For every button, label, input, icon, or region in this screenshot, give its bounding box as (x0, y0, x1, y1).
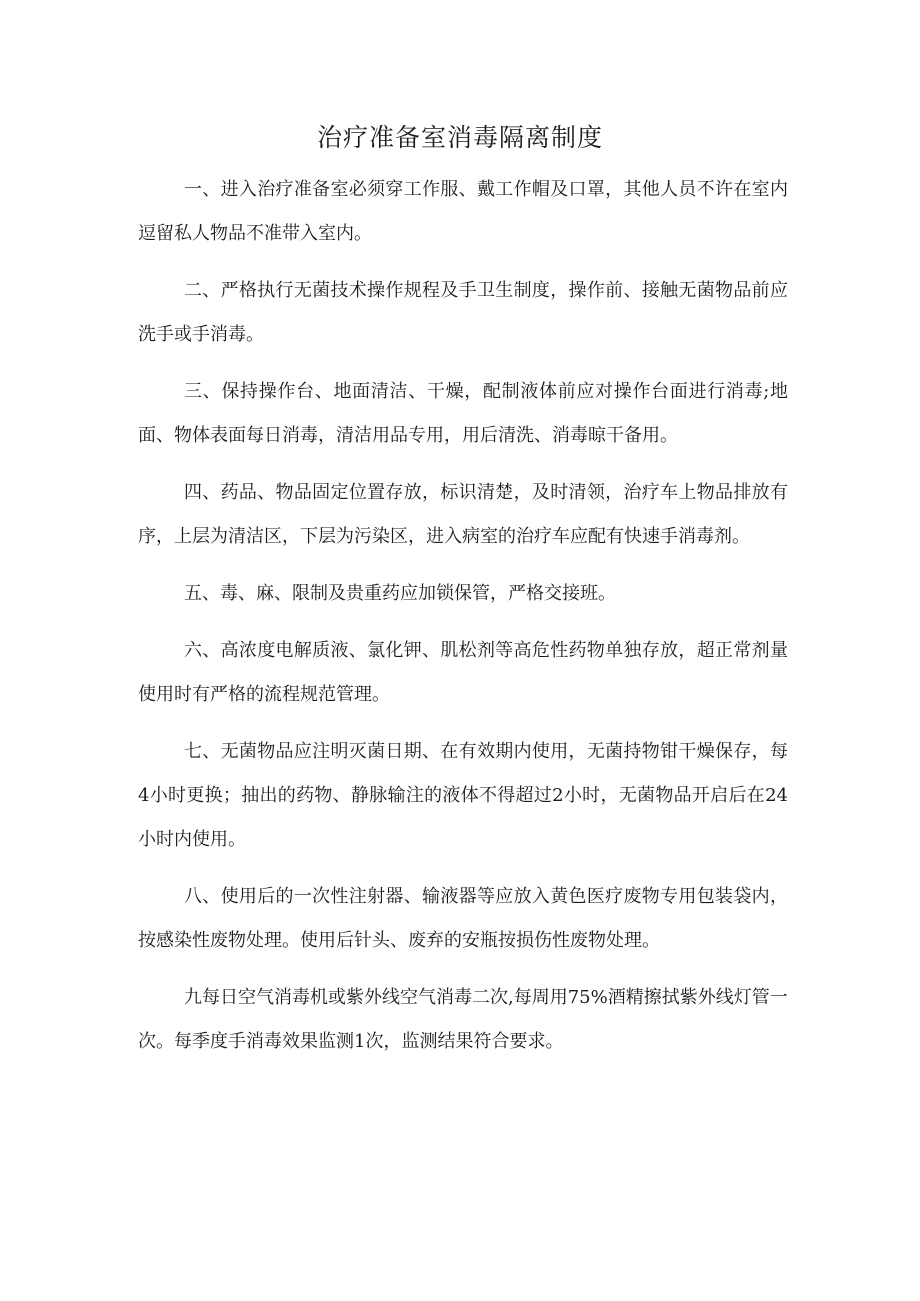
paragraph-9: 九每日空气消毒机或紫外线空气消毒二次,每周用75%酒精擦拭紫外线灯管一次。每季度手消毒效果监测1次，监测结果符合要求。 (138, 987, 788, 1052)
paragraph-6: 六、高浓度电解质液、氯化钾、肌松剂等高危性药物单独存放，超正常剂量使用时有严格的流程规范管理。 (138, 640, 788, 705)
paragraph-1: 一、进入治疗准备室必须穿工作服、戴工作帽及口罩，其他人员不许在室内逗留私人物品不准带入室内。 (138, 179, 788, 244)
paragraph-3: 三、保持操作台、地面清洁、干燥，配制液体前应对操作台面进行消毒;地面、物体表面每日消毒，清洁用品专用，用后清洗、消毒晾干备用。 (138, 381, 788, 446)
paragraph-2: 二、严格执行无菌技术操作规程及手卫生制度，操作前、接触无菌物品前应洗手或手消毒。 (138, 280, 788, 345)
paragraph-7: 七、无菌物品应注明灭菌日期、在有效期内使用，无菌持物钳干燥保存，每4小时更换；抽出的药物、静脉输注的液体不得超过2小时，无菌物品开启后在24小时内使用。 (138, 741, 788, 850)
document-title: 治疗准备室消毒隔离制度 (316, 123, 603, 152)
paragraph-4: 四、药品、物品固定位置存放，标识清楚，及时清领，治疗车上物品排放有序，上层为清洁区，下层为污染区，进入病室的治疗车应配有快速手消毒剂。 (138, 482, 788, 547)
document-body (138, 168, 788, 1077)
paragraph-8: 八、使用后的一次性注射器、输液器等应放入黄色医疗废物专用包装袋内，按感染性废物处理。使用后针头、废弃的安瓶按损伤性废物处理。 (138, 886, 788, 951)
paragraph-5: 五、毒、麻、限制及贵重药应加锁保管，严格交接班。 (184, 583, 616, 604)
